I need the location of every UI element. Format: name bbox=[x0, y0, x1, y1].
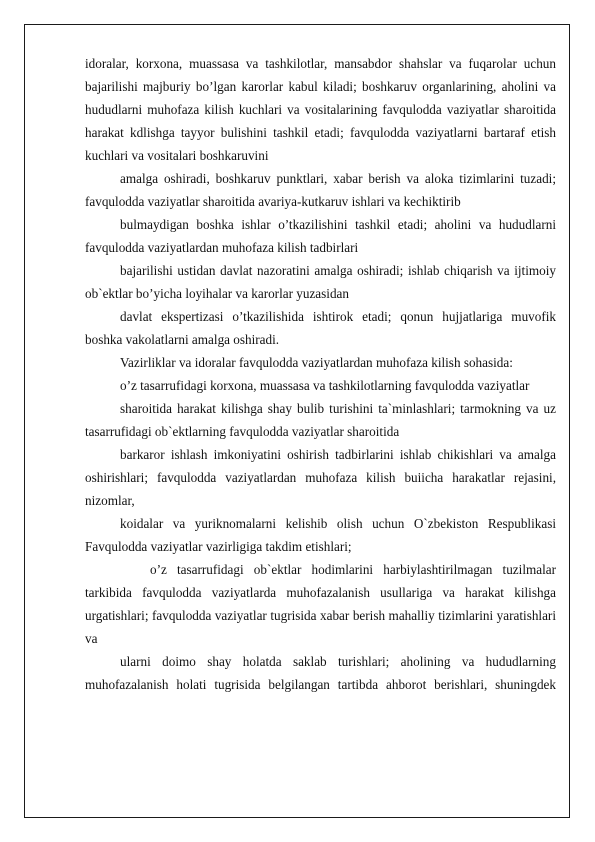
paragraph-8: sharoitida harakat kilishga shay bulib turishini ta`minlashlari; tarmokning va uz tasarrufidagi ob`ektlarning favqulodda vaziyatlar sharoitida bbox=[85, 401, 556, 439]
paragraph-4: bajarilishi ustidan davlat nazoratini amalga oshiradi; ishlab chiqarish va ijtimoiy ob`ektlar bo’yicha loyihalar va karorlar yuzasidan bbox=[85, 263, 556, 301]
document-body bbox=[85, 52, 556, 696]
paragraph-2: amalga oshiradi, boshkaruv punktlari, xabar berish va aloka tizimlarini tuzadi; favqulodda vaziyatlar sharoitida avariya-kutkaruv ishlari va kechiktirib bbox=[85, 171, 556, 209]
paragraph-12: ularni doimo shay holatda saklab turishlari; aholining va hududlarning muhofazalanish holati tugrisida belgilangan tartibda ahborot berishlari, shuningdek bbox=[85, 654, 556, 692]
paragraph-5: davlat ekspertizasi o’tkazilishida ishtirok etadi; qonun hujjatlariga muvofik boshka vakolatlarni amalga oshiradi. bbox=[85, 309, 556, 347]
paragraph-7: o’z tasarrufidagi korxona, muassasa va tashkilotlarning favqulodda vaziyatlar bbox=[120, 378, 530, 393]
paragraph-3: bulmaydigan boshka ishlar o’tkazilishini tashkil etadi; aholini va hududlarni favqulodda vaziyatlardan muhofaza kilish tadbirlari bbox=[85, 217, 556, 255]
paragraph-9: barkaror ishlash imkoniyatini oshirish tadbirlarini ishlab chikishlari va amalga oshirishlari; favqulodda vaziyatlardan muhofaza kilish buiicha harakatlar rejasini, nizomlar, bbox=[85, 447, 556, 508]
paragraph-11: o’z tasarrufidagi ob`ektlar hodimlarini harbiylashtirilmagan tuzilmalar tarkibida favqulodda vaziyatlarda muhofazalanish usullariga va harakat kilishga urgatishlari; favqulodda vaziyatlar tugrisida xabar berish mahalliy tizimlarini yaratishlari va bbox=[85, 562, 556, 646]
paragraph-6: Vazirliklar va idoralar favqulodda vaziyatlardan muhofaza kilish sohasida: bbox=[120, 355, 513, 370]
paragraph-1: idoralar, korxona, muassasa va tashkilotlar, mansabdor shahslar va fuqarolar uchun bajarilishi majburiy bo’lgan karorlar kabul kiladi; boshkaruv organlarining, aholini va hududlarni muhofaza kilish kuchlari va vositalarining favqulodda vaziyatlar sharoitida harakat kdlishga tayyor bulishini tashkil etadi; favqulodda vaziyatlarni bartaraf etish kuchlari va vositalari boshkaruvini bbox=[85, 56, 556, 163]
paragraph-10: koidalar va yuriknomalarni kelishib olish uchun O`zbekiston Respublikasi Favqulodda vaziyatlar vazirligiga takdim etishlari; bbox=[85, 516, 556, 554]
